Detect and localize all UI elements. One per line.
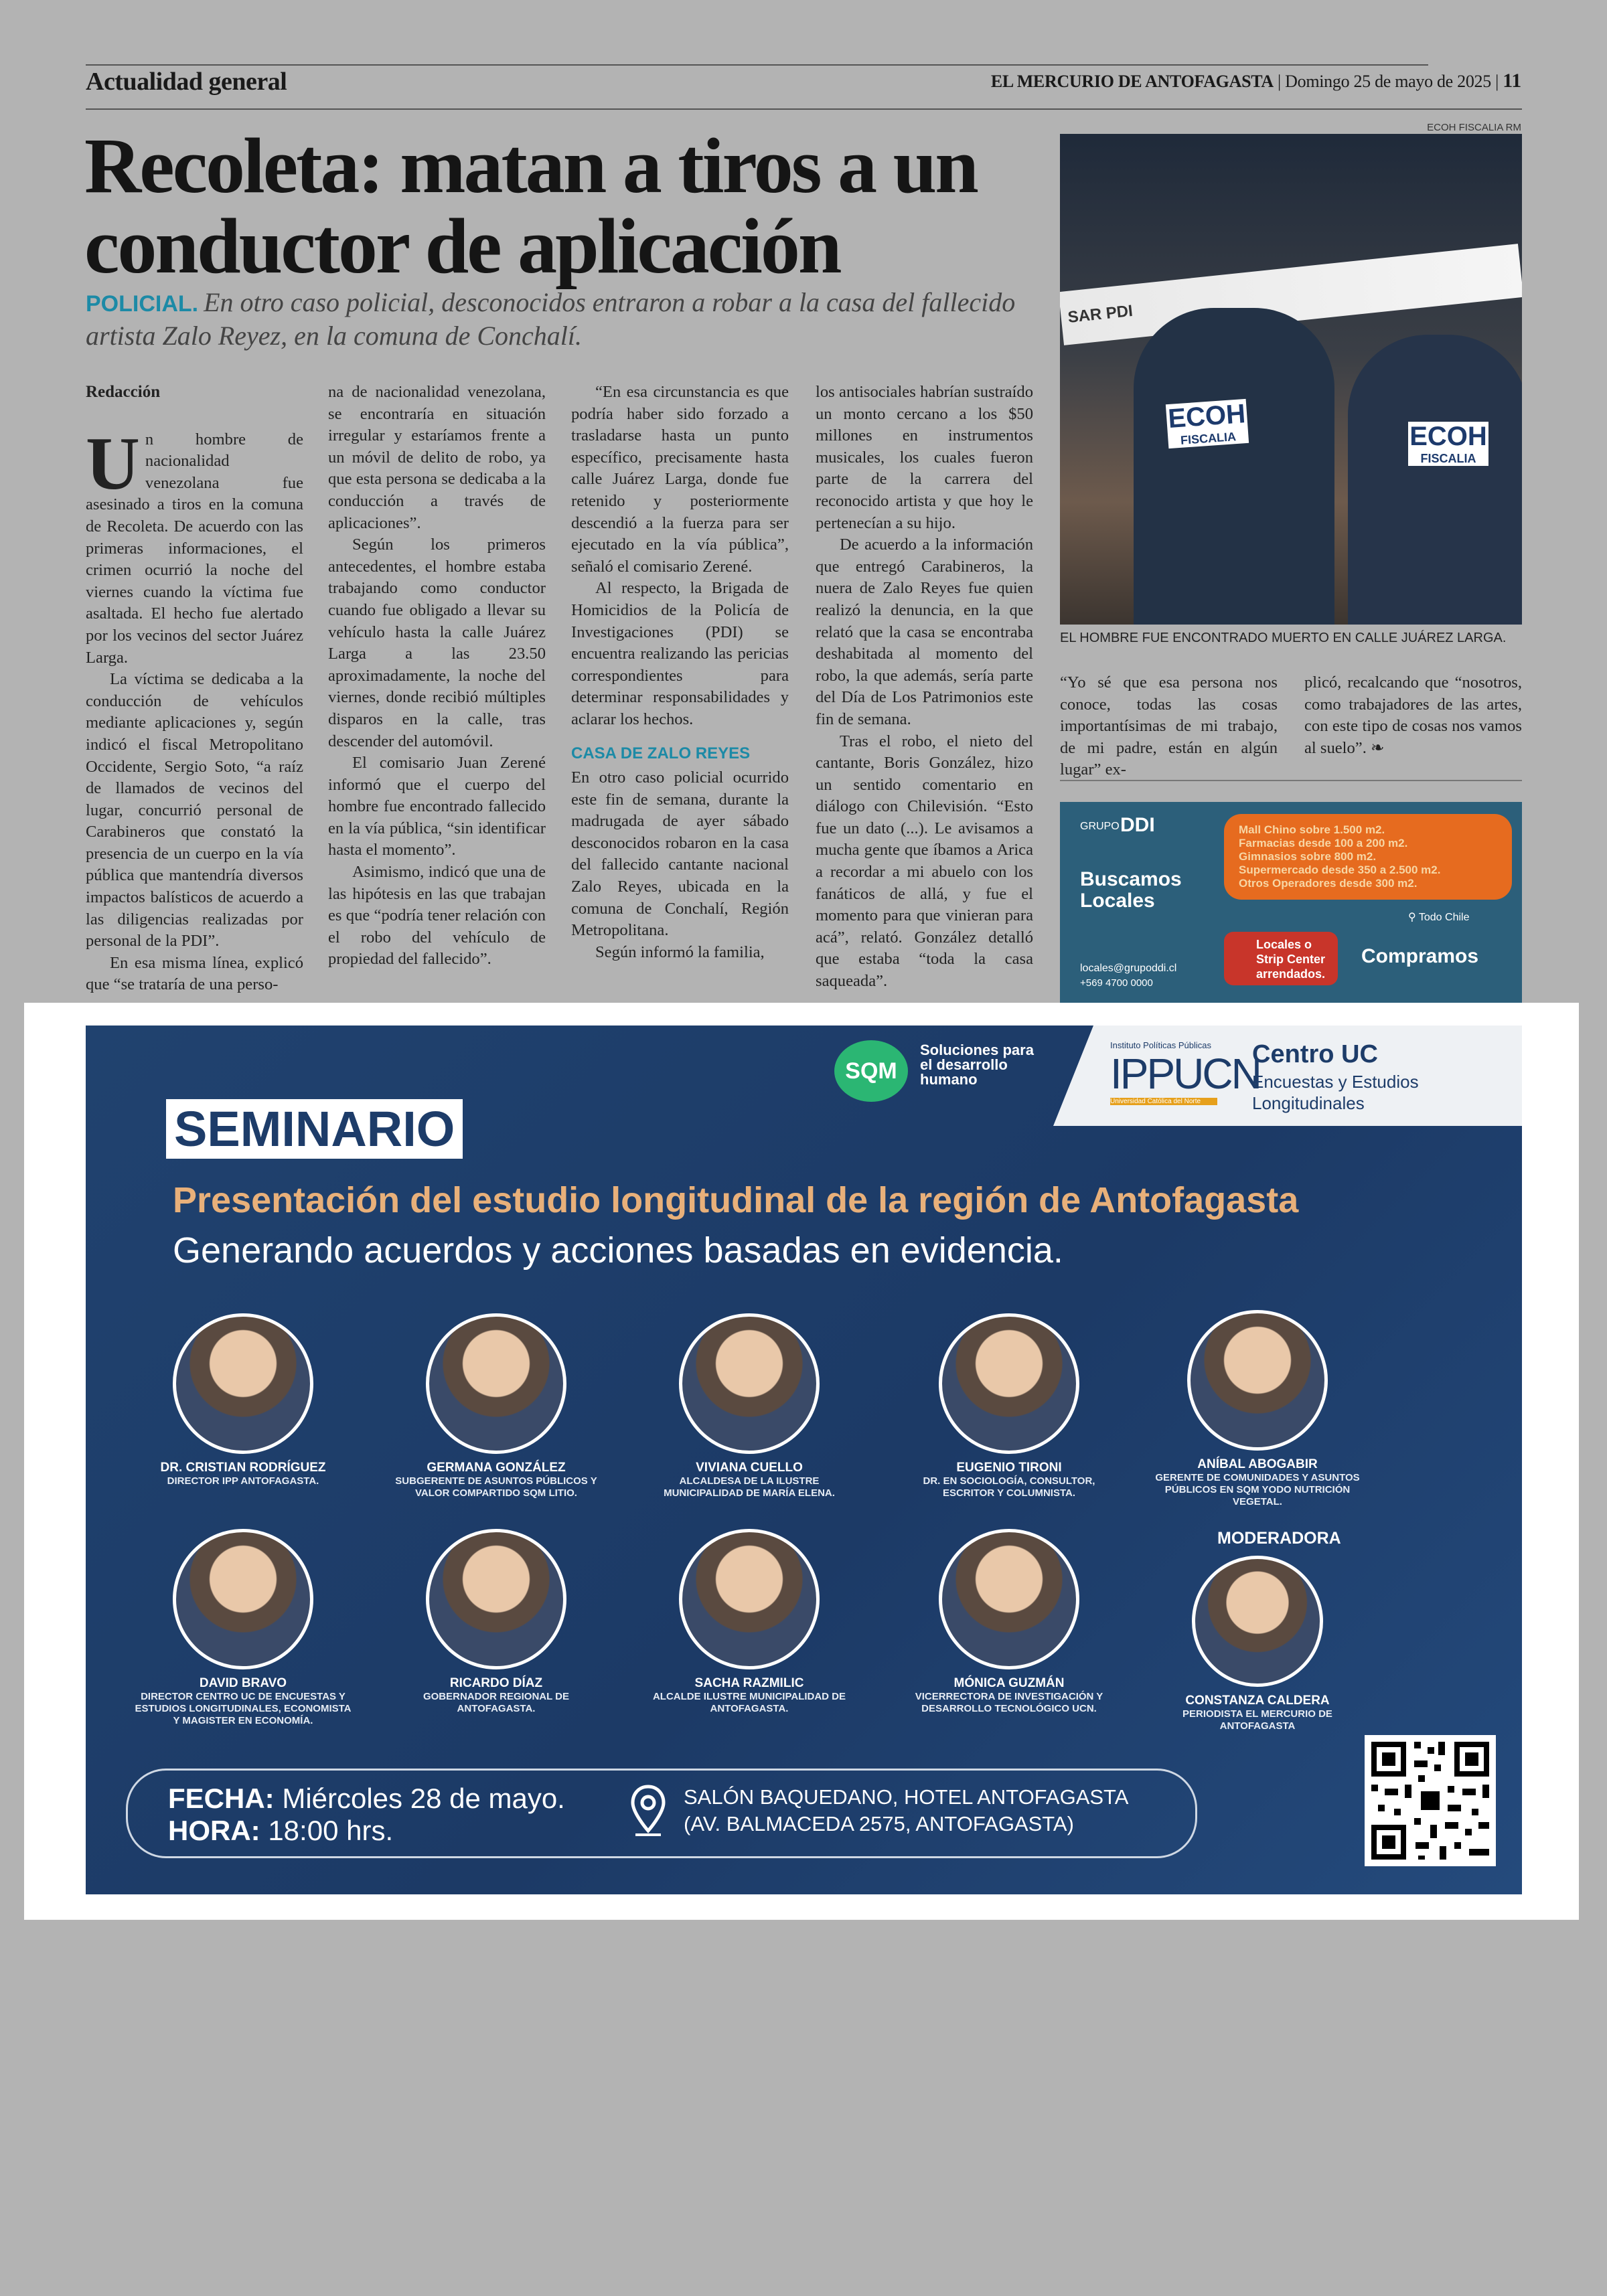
paragraph: Según informó la familia, <box>595 942 765 961</box>
ad-list-item: Farmacias desde 100 a 200 m2. <box>1239 837 1408 849</box>
venue-line-1: SALÓN BAQUEDANO, HOTEL ANTOFAGASTA <box>684 1785 1129 1809</box>
speaker-card <box>1147 1310 1368 1508</box>
paragraph: La víctima se dedicaba a la conducción de vehículos mediante aplicaciones y, según indicó el fiscal Metropolitano Occidente, Sergio Soto, “a raíz de llamados de vecinos del lugar, concurrió personal de Carabineros que constató la presencia de un cuerpo en la vía pública que mantendría diversos impactos balísticos de acuerdo a las diligencias realizadas por personal de la PDI”. <box>86 670 303 951</box>
speaker-card <box>639 1313 860 1499</box>
seminar-subtitle-1: Presentación del estudio longitudinal de la región de Antofagasta <box>173 1180 1299 1220</box>
publication-name: EL MERCURIO DE ANTOFAGASTA <box>990 72 1274 91</box>
paragraph: na de nacionalidad venezolana, se encontraría en situación irregular y estaríamos frente a un móvil de delito de robo, ya que esta persona se dedicaba a la conducción a través de aplicaciones”. <box>328 383 546 532</box>
issue-date: Domingo 25 de mayo de 2025 <box>1285 72 1491 91</box>
speaker-name: EUGENIO TIRONI <box>956 1461 1062 1475</box>
ad-title: Buscamos Locales <box>1080 868 1182 912</box>
speaker-role: PERIODISTA EL MERCURIO DE ANTOFAGASTA <box>1182 1708 1332 1732</box>
speaker-photo <box>1192 1556 1323 1687</box>
kicker <box>86 286 1043 352</box>
photo-credit: ECOH FISCALIA RM <box>1427 122 1521 133</box>
qr-code[interactable] <box>1365 1735 1496 1866</box>
ipp-small: Instituto Políticas Públicas <box>1110 1040 1212 1050</box>
speaker-name: CONSTANZA CALDERA <box>1185 1694 1330 1708</box>
kicker-text: En otro caso policial, desconocidos entraron a robar a la casa del fallecido artista Zalo Reyez, en la comuna de Conchalí. <box>86 287 1016 351</box>
speaker-photo <box>426 1529 566 1669</box>
paragraph: Al respecto, la Brigada de Homicidios de la Policía de Investigaciones (PDI) se encuentra realizando las pericias correspondientes para determinar responsabilidades y aclarar los hechos. <box>571 579 789 728</box>
paragraph: Asimismo, indicó que una de las hipótesis en las que trabajan es que “podría tener relación con el robo del vehículo de propiedad del fallecido”. <box>328 863 546 969</box>
article-column-1 <box>86 382 303 996</box>
column-rule <box>1060 780 1522 781</box>
speaker-photo <box>426 1313 566 1454</box>
speaker-card <box>133 1313 354 1487</box>
paragraph: Según los primeros antecedentes, el hombre estaba trabajando como conductor cuando fue obligado a llevar su vehículo hasta la calle Juárez Larga a las 23.50 aproximadamente, la noche del viernes, donde recibió múltiples disparos en la calle, tras descender del automóvil. <box>328 536 546 750</box>
speaker-photo <box>679 1529 820 1669</box>
event-time: HORA: 18:00 hrs. <box>168 1815 394 1846</box>
ad-buy: Compramos <box>1361 945 1479 967</box>
byline: Redacción <box>86 383 161 401</box>
paragraph: En otro caso policial ocurrido este fin de semana, durante la madrugada de ayer sábado desconocidos robaron en la casa del fallecido cantante nacional Zalo Reyes, ubicada en la comuna de Conchalí, Región Metropolitana. <box>571 768 789 940</box>
kicker-tag: POLICIAL. <box>86 291 199 317</box>
police-tape: SAR PDI <box>1060 244 1522 345</box>
ad-email: locales@grupoddi.cl <box>1080 963 1177 974</box>
paragraph: Tras el robo, el nieto del cantante, Boris González, hizo un sentido comentario en diálogo con Chilevisión. “Esto fue un dato (...). Le avisamos a mucha gente que íbamos a Arica a recordar a mi abuelo con los fanáticos de allá, y fue el momento para que vinieran para acá”, relató. González detalló que estaba “toda la casa saqueada”. <box>816 732 1033 991</box>
speaker-name: VIVIANA CUELLO <box>696 1461 803 1475</box>
masthead: EL MERCURIO DE ANTOFAGASTA | Domingo 25 de mayo de 2025 | 11 <box>990 70 1521 92</box>
officer-figure <box>1134 308 1334 625</box>
ipp-university: Universidad Católica del Norte <box>1110 1098 1217 1105</box>
news-photo <box>1060 134 1522 625</box>
speaker-photo <box>939 1313 1079 1454</box>
vest-label-2: ECOH FISCALIA <box>1408 422 1488 466</box>
speaker-role: ALCALDE ILUSTRE MUNICIPALIDAD DE ANTOFAGASTA. <box>652 1691 846 1714</box>
article-column-2 <box>328 382 546 971</box>
location-pin-icon <box>630 1784 666 1837</box>
speaker-card <box>639 1529 860 1715</box>
speaker-photo <box>939 1529 1079 1669</box>
sqm-logo: SQM <box>834 1040 908 1102</box>
speaker-card <box>386 1313 607 1499</box>
section-name: Actualidad general <box>86 68 287 96</box>
ad-list-item: Mall Chino sobre 1.500 m2. <box>1239 823 1385 836</box>
officer-figure <box>1348 335 1522 625</box>
speaker-role: VICERRECTORA DE INVESTIGACIÓN Y DESARROLLO TECNOLÓGICO UCN. <box>915 1691 1103 1714</box>
speaker-card <box>899 1529 1120 1715</box>
paragraph: “En esa circunstancia es que podría haber sido forzado a trasladarse hasta un punto específico, precisamente hasta calle Juárez Larga, donde fue retenido y posteriormente descendió a la fuerza para ser ejecutado en la vía pública”, señaló el comisario Zerené. <box>571 383 789 576</box>
page-number: 11 <box>1503 70 1521 92</box>
paragraph: De acuerdo a la información que entregó Carabineros, la nuera de Zalo Reyes fue quien realizó la denuncia, en la que relató que la casa se encontraba deshabitada al momento del robo, la que además, sería parte del Día de Los Patrimonios este fin de semana. <box>816 536 1033 728</box>
event-info-box <box>126 1769 1197 1858</box>
ad-region: ⚲ Todo Chile <box>1408 912 1470 923</box>
speaker-name: DAVID BRAVO <box>199 1676 287 1690</box>
speaker-name: RICARDO DÍAZ <box>449 1676 543 1690</box>
speaker-role: GERENTE DE COMUNIDADES Y ASUNTOS PÚBLICOS EN SQM YODO NUTRICIÓN VEGETAL. <box>1155 1472 1360 1507</box>
centro-uc-sub: Encuestas y Estudios Longitudinales <box>1252 1072 1419 1113</box>
centro-uc-title: Centro UC <box>1252 1040 1378 1068</box>
ad-list-item: Gimnasios sobre 800 m2. <box>1239 850 1377 863</box>
speaker-name: ANÍBAL ABOGABIR <box>1197 1457 1318 1471</box>
speaker-name: DR. CRISTIAN RODRÍGUEZ <box>160 1461 326 1475</box>
ad-list-box <box>1224 814 1512 900</box>
ddi-advertisement <box>1060 802 1522 1003</box>
article-column-4 <box>816 382 1033 993</box>
header-rule <box>86 108 1522 110</box>
vest-label-1: ECOH FISCALIA <box>1166 399 1249 448</box>
article-column-3 <box>571 382 789 963</box>
speaker-role: GOBERNADOR REGIONAL DE ANTOFAGASTA. <box>423 1691 570 1714</box>
ad-group-label: GRUPO <box>1080 821 1120 832</box>
speaker-card <box>386 1529 607 1715</box>
ad-locales-box: Locales o Strip Center arrendados. <box>1224 932 1338 985</box>
sqm-tagline: Soluciones para el desarrollo humano <box>920 1042 1034 1088</box>
speaker-photo <box>679 1313 820 1454</box>
speaker-role: DIRECTOR CENTRO UC DE ENCUESTAS Y ESTUDIOS LONGITUDINALES, ECONOMISTA Y MAGISTER EN ECONOMÍA. <box>135 1691 352 1726</box>
speaker-role: SUBGERENTE DE ASUNTOS PÚBLICOS Y VALOR COMPARTIDO SQM LITIO. <box>395 1475 597 1499</box>
paragraph: los antisociales habrían sustraído un monto cercano a los $50 millones en instrumentos musicales, los cuales fueron parte de la carrera del reconocido artista y que hoy le pertenecían a su hijo. <box>816 383 1033 532</box>
speaker-photo <box>173 1313 313 1454</box>
top-rule <box>86 64 1428 66</box>
seminar-banner <box>86 1026 1522 1894</box>
speaker-role: DIRECTOR IPP ANTOFAGASTA. <box>167 1475 319 1487</box>
speaker-role: DR. EN SOCIOLOGÍA, CONSULTOR, ESCRITOR Y COLUMNISTA. <box>923 1475 1095 1499</box>
headline: Recoleta: matan a tiros a un conductor de aplicación <box>84 122 977 290</box>
ad-list-item: Otros Operadores desde 300 m2. <box>1239 877 1418 890</box>
speaker-role: ALCALDESA DE LA ILUSTRE MUNICIPALIDAD DE MARÍA ELENA. <box>664 1475 835 1499</box>
ad-brand: DDI <box>1120 814 1155 836</box>
ipp-logo: IPPUCN <box>1110 1050 1260 1098</box>
paragraph: Un hombre de nacionalidad venezolana fue asesinado a tiros en la comuna de Recoleta. De acuerdo con las primeras informaciones, el crimen ocurrió la noche del viernes cuando la víctima fue asaltada. El hecho fue alertado por los vecinos del sector Juárez Larga. <box>86 422 303 667</box>
subhead: CASA DE ZALO REYES <box>571 744 751 762</box>
ad-phone: +569 4700 0000 <box>1080 977 1153 989</box>
photo-caption: EL HOMBRE FUE ENCONTRADO MUERTO EN CALLE JUÁREZ LARGA. <box>1060 631 1507 645</box>
venue-line-2: (AV. BALMACEDA 2575, ANTOFAGASTA) <box>684 1812 1074 1835</box>
speaker-photo <box>173 1529 313 1669</box>
speaker-photo <box>1187 1310 1328 1451</box>
map-pin-icon: ⚲ <box>1408 912 1416 923</box>
moderator-label: MODERADORA <box>1217 1529 1341 1548</box>
speaker-name: MÓNICA GUZMÁN <box>953 1676 1065 1690</box>
end-mark: ❧ <box>1371 738 1385 757</box>
speaker-name: GERMANA GONZÁLEZ <box>427 1461 566 1475</box>
article-column-5: “Yo sé que esa persona nos conoce, todas las cosas importantísimas de mi trabajo, de mi padre, están en algún lugar” ex- <box>1060 673 1278 779</box>
speaker-card <box>899 1313 1120 1499</box>
paragraph: El comisario Juan Zerené informó que el cuerpo del hombre fue encontrado fallecido en la vía pública, “sin identificar hasta el momento”. <box>328 754 546 859</box>
paragraph: En esa misma línea, explicó que “se trataría de una perso- <box>86 953 303 994</box>
speaker-card <box>1147 1556 1368 1732</box>
event-date: FECHA: Miércoles 28 de mayo. <box>168 1783 565 1814</box>
speaker-name: SACHA RAZMILIC <box>694 1676 804 1690</box>
speaker-card <box>133 1529 354 1727</box>
ad-list-item: Supermercado desde 350 a 2.500 m2. <box>1239 864 1441 876</box>
seminar-subtitle-2: Generando acuerdos y acciones basadas en evidencia. <box>173 1230 1063 1270</box>
article-column-6: plicó, recalcando que “nosotros, como trabajadores de las artes, con este tipo de cosas nos vamos al suelo”. ❧ <box>1304 673 1522 757</box>
dropcap: U <box>86 422 140 505</box>
seminar-title: SEMINARIO <box>166 1099 463 1159</box>
